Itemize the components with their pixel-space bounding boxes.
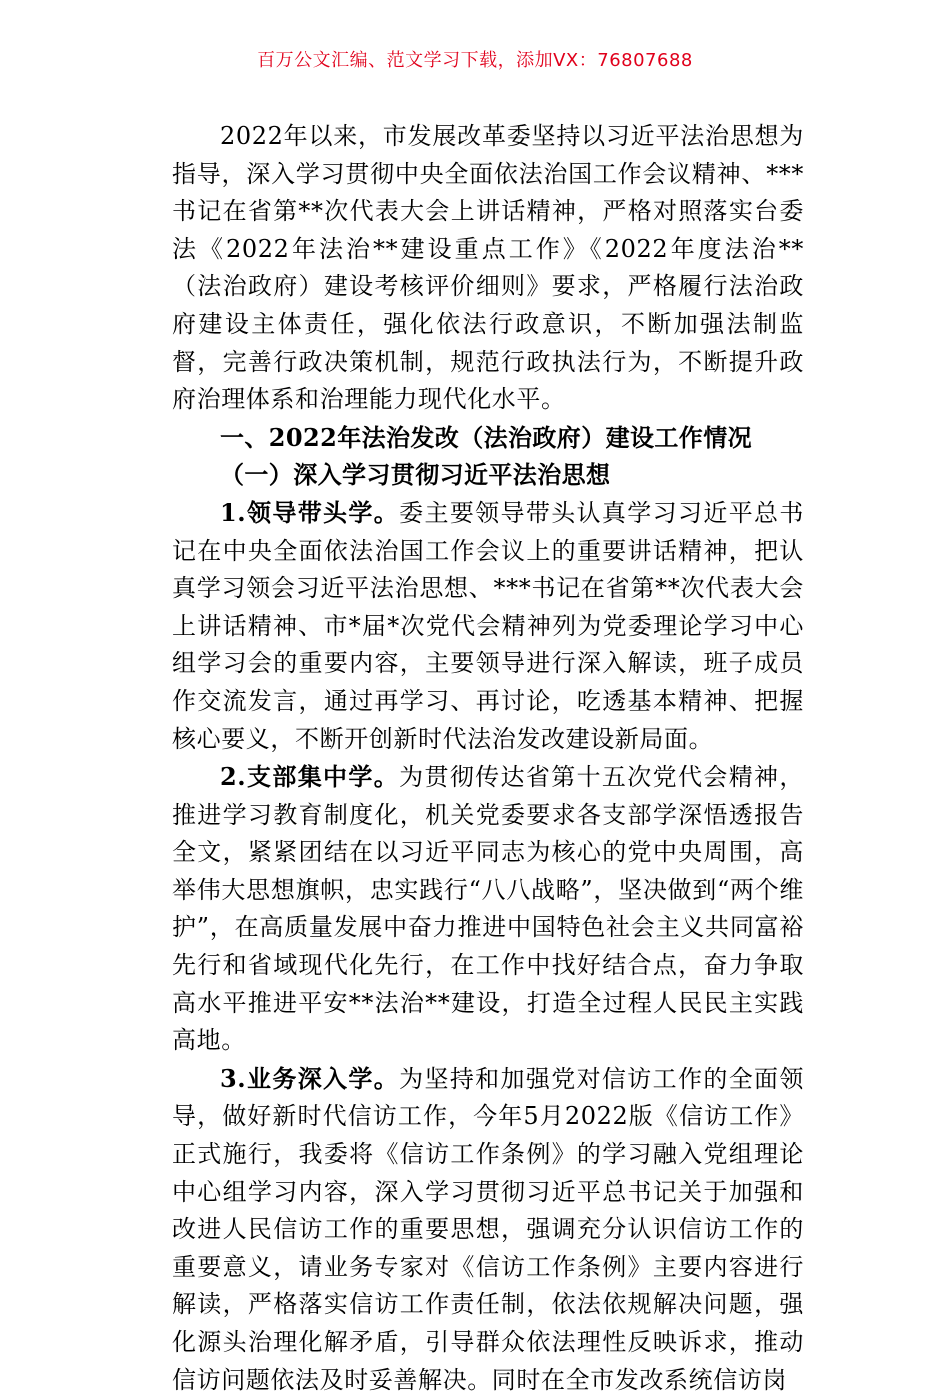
item-1-text: 委主要领导带头认真学习习近平总书记在中央全面依法治国工作会议上的重要讲话精神，把认真学习领会习近平法治思想、***书记在省第**次代表大会上讲话精神、市*届*次党代会精神列为党委理论学习中心组学习会的重要内容，主要领导进行深入解读，班子成员作交流发言，通过再学习、再讨论，吃透基本精神、把握核心要义，不断开创新时代法治发改建设新局面。 [172, 498, 804, 753]
item-1-lead: 1.领导带头学。 [220, 497, 400, 527]
item-paragraph-2 [172, 758, 804, 1060]
item-paragraph-1 [172, 494, 804, 758]
section-1-title: 一、2022年法治发改（法治政府）建设工作情况 [220, 422, 752, 452]
item-2-text: 为贯彻传达省第十五次党代会精神，推进学习教育制度化，机关党委要求各支部学深悟透报告全文，紧紧团结在以习近平同志为核心的党中央周围，高举伟大思想旗帜，忠实践行“八八战略”，坚决做到“两个维护”，在高质量发展中奋力推进中国特色社会主义共同富裕先行和省域现代化先行，在工作中找好结合点，奋力争取高水平推进平安**法治**建设，打造全过程人民民主实践高地。 [172, 763, 804, 1055]
item-3-text: 为坚持和加强党对信访工作的全面领导，做好新时代信访工作，今年5月2022版《信访工作》正式施行，我委将《信访工作条例》的学习融入党组理论中心组学习内容，深入学习贯彻习近平总书记关于加强和改进人民信访工作的重要思想，强调充分认识信访工作的重要意义，请业务专家对《信访工作条例》主要内容进行解读，严格落实信访工作责任制，依法依规解决问题，强化源头治理化解矛盾，引导群众依法理性反映诉求，推动信访问题依法及时妥善解决。同时在全市发改系统信访岗 [172, 1064, 804, 1394]
item-2-lead: 2.支部集中学。 [220, 762, 400, 792]
item-3-lead: 3.业务深入学。 [220, 1063, 400, 1093]
subsection-1-title: （一）深入学习贯彻习近平法治思想 [220, 460, 611, 490]
intro-paragraph: 2022年以来，市发展改革委坚持以习近平法治思想为指导，深入学习贯彻中央全面依法治国工作会议精神、***书记在省第**次代表大会上讲话精神，严格对照落实台委法《2022年法治**建设重点工作》《2022年度法治**（法治政府）建设考核评价细则》要求，严格履行法治政府建设主体责任，强化依法行政意识，不断加强法制监督，完善行政决策机制，规范行政执法行为，不断提升政府治理体系和治理能力现代化水平。 [172, 122, 804, 414]
header-banner: 百万公文汇编、范文学习下载，添加VX：76807688 [257, 50, 693, 71]
document-body [172, 118, 804, 1399]
item-paragraph-3 [172, 1060, 804, 1399]
